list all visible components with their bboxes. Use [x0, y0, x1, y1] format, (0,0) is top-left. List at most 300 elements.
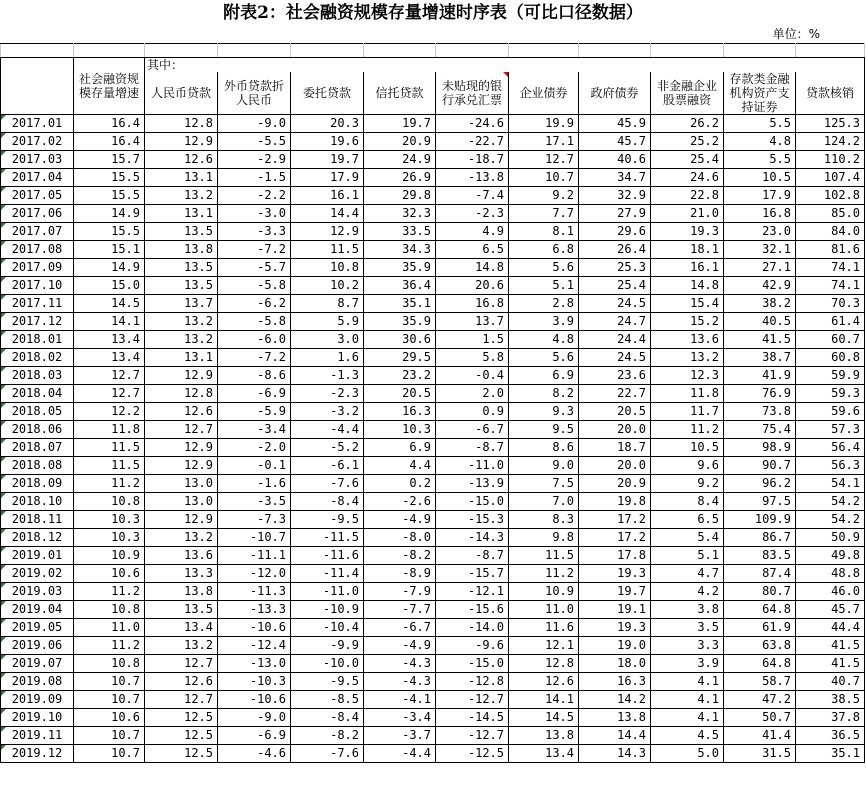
value-cell[interactable]: 8.7	[291, 295, 364, 313]
value-cell[interactable]: 41.5	[796, 655, 865, 673]
value-cell[interactable]: 14.2	[579, 691, 651, 709]
value-cell[interactable]: 41.5	[796, 637, 865, 655]
value-cell[interactable]: 0.9	[436, 403, 509, 421]
value-cell[interactable]: 64.8	[724, 601, 796, 619]
value-cell[interactable]: 13.3	[145, 565, 218, 583]
value-cell[interactable]: 64.8	[724, 655, 796, 673]
value-cell[interactable]: -10.9	[291, 601, 364, 619]
value-cell[interactable]: 21.0	[651, 205, 724, 223]
value-cell[interactable]: 6.8	[509, 241, 579, 259]
value-cell[interactable]: 13.6	[145, 547, 218, 565]
value-cell[interactable]: 3.9	[509, 313, 579, 331]
value-cell[interactable]: -11.0	[436, 457, 509, 475]
value-cell[interactable]: 36.5	[796, 727, 865, 745]
value-cell[interactable]: -4.6	[218, 745, 291, 763]
value-cell[interactable]: 13.1	[145, 205, 218, 223]
value-cell[interactable]: -10.3	[218, 673, 291, 691]
value-cell[interactable]: 9.2	[509, 187, 579, 205]
value-cell[interactable]: -8.2	[291, 727, 364, 745]
value-cell[interactable]: 32.3	[364, 205, 436, 223]
value-cell[interactable]: 23.0	[724, 223, 796, 241]
value-cell[interactable]: -3.0	[218, 205, 291, 223]
value-cell[interactable]: 56.3	[796, 457, 865, 475]
empty-cell[interactable]	[436, 44, 509, 58]
value-cell[interactable]: -7.3	[218, 511, 291, 529]
value-cell[interactable]: 13.0	[145, 475, 218, 493]
value-cell[interactable]: -24.6	[436, 115, 509, 133]
column-header-asset-backed-securities[interactable]: 存款类金融机构资产支持证券	[724, 72, 796, 115]
value-cell[interactable]: 32.9	[579, 187, 651, 205]
value-cell[interactable]: 6.5	[651, 511, 724, 529]
value-cell[interactable]: 41.9	[724, 367, 796, 385]
value-cell[interactable]: 59.6	[796, 403, 865, 421]
value-cell[interactable]: -15.0	[436, 655, 509, 673]
value-cell[interactable]: -8.0	[364, 529, 436, 547]
value-cell[interactable]: 3.5	[651, 619, 724, 637]
date-cell[interactable]: 2019.12	[1, 745, 74, 763]
column-header-rmb-loans[interactable]: 人民币贷款	[145, 72, 218, 115]
value-cell[interactable]: -13.8	[436, 169, 509, 187]
value-cell[interactable]: 10.8	[291, 259, 364, 277]
value-cell[interactable]: 74.1	[796, 277, 865, 295]
value-cell[interactable]: 25.4	[579, 277, 651, 295]
value-cell[interactable]: -12.4	[218, 637, 291, 655]
empty-cell[interactable]	[796, 44, 865, 58]
value-cell[interactable]: 96.2	[724, 475, 796, 493]
value-cell[interactable]: -9.5	[291, 511, 364, 529]
value-cell[interactable]: 13.5	[145, 259, 218, 277]
value-cell[interactable]: 54.1	[796, 475, 865, 493]
value-cell[interactable]: 6.9	[509, 367, 579, 385]
date-cell[interactable]: 2018.04	[1, 385, 74, 403]
value-cell[interactable]: 5.1	[651, 547, 724, 565]
value-cell[interactable]: 40.7	[796, 673, 865, 691]
value-cell[interactable]: -3.7	[364, 727, 436, 745]
value-cell[interactable]: 14.9	[74, 259, 145, 277]
value-cell[interactable]: -3.5	[218, 493, 291, 511]
value-cell[interactable]: -5.8	[218, 277, 291, 295]
value-cell[interactable]: 24.7	[579, 313, 651, 331]
date-cell[interactable]: 2017.05	[1, 187, 74, 205]
value-cell[interactable]: 107.4	[796, 169, 865, 187]
value-cell[interactable]: 12.5	[145, 745, 218, 763]
value-cell[interactable]: 23.6	[579, 367, 651, 385]
value-cell[interactable]: 12.7	[145, 691, 218, 709]
value-cell[interactable]: 50.7	[724, 709, 796, 727]
value-cell[interactable]: 12.3	[651, 367, 724, 385]
value-cell[interactable]: -5.5	[218, 133, 291, 151]
value-cell[interactable]: 25.4	[651, 151, 724, 169]
value-cell[interactable]: 19.3	[579, 619, 651, 637]
value-cell[interactable]: 11.6	[509, 619, 579, 637]
value-cell[interactable]: 15.1	[74, 241, 145, 259]
value-cell[interactable]: 13.2	[145, 187, 218, 205]
value-cell[interactable]: -7.7	[364, 601, 436, 619]
value-cell[interactable]: 13.2	[145, 637, 218, 655]
value-cell[interactable]: 16.8	[724, 205, 796, 223]
value-cell[interactable]: 8.4	[651, 493, 724, 511]
date-cell[interactable]: 2018.09	[1, 475, 74, 493]
value-cell[interactable]: 12.1	[509, 637, 579, 655]
date-cell[interactable]: 2017.09	[1, 259, 74, 277]
value-cell[interactable]: 13.4	[74, 331, 145, 349]
value-cell[interactable]: 87.4	[724, 565, 796, 583]
value-cell[interactable]: 45.9	[579, 115, 651, 133]
date-cell[interactable]: 2018.12	[1, 529, 74, 547]
date-cell[interactable]: 2019.09	[1, 691, 74, 709]
value-cell[interactable]: 75.4	[724, 421, 796, 439]
value-cell[interactable]: 25.2	[651, 133, 724, 151]
value-cell[interactable]: -6.7	[364, 619, 436, 637]
value-cell[interactable]: 54.2	[796, 493, 865, 511]
value-cell[interactable]: 8.6	[509, 439, 579, 457]
value-cell[interactable]: 4.4	[364, 457, 436, 475]
value-cell[interactable]: 16.8	[436, 295, 509, 313]
value-cell[interactable]: 59.3	[796, 385, 865, 403]
value-cell[interactable]: 11.0	[74, 619, 145, 637]
value-cell[interactable]: 14.3	[579, 745, 651, 763]
value-cell[interactable]: 27.1	[724, 259, 796, 277]
value-cell[interactable]: 24.4	[579, 331, 651, 349]
value-cell[interactable]: 110.2	[796, 151, 865, 169]
value-cell[interactable]: 9.6	[651, 457, 724, 475]
value-cell[interactable]: 10.7	[74, 673, 145, 691]
value-cell[interactable]: -8.5	[291, 691, 364, 709]
value-cell[interactable]: 35.1	[796, 745, 865, 763]
value-cell[interactable]: 12.7	[145, 655, 218, 673]
empty-cell[interactable]	[1, 44, 74, 58]
empty-cell[interactable]	[651, 44, 724, 58]
value-cell[interactable]: 1.5	[436, 331, 509, 349]
empty-cell[interactable]	[145, 44, 218, 58]
value-cell[interactable]: 10.3	[364, 421, 436, 439]
value-cell[interactable]: 13.4	[74, 349, 145, 367]
value-cell[interactable]: 12.2	[74, 403, 145, 421]
value-cell[interactable]: 13.8	[509, 727, 579, 745]
value-cell[interactable]: 73.8	[724, 403, 796, 421]
date-cell[interactable]: 2019.08	[1, 673, 74, 691]
value-cell[interactable]: 13.4	[509, 745, 579, 763]
value-cell[interactable]: 13.8	[579, 709, 651, 727]
empty-cell[interactable]	[724, 44, 796, 58]
value-cell[interactable]: -3.2	[291, 403, 364, 421]
value-cell[interactable]: 125.3	[796, 115, 865, 133]
value-cell[interactable]: -13.9	[436, 475, 509, 493]
value-cell[interactable]: -22.7	[436, 133, 509, 151]
date-cell[interactable]: 2018.11	[1, 511, 74, 529]
value-cell[interactable]: 41.5	[724, 331, 796, 349]
value-cell[interactable]: 13.5	[145, 223, 218, 241]
value-cell[interactable]: -8.4	[291, 493, 364, 511]
value-cell[interactable]: 4.5	[651, 727, 724, 745]
value-cell[interactable]: 2.8	[509, 295, 579, 313]
value-cell[interactable]: 15.2	[651, 313, 724, 331]
value-cell[interactable]: -10.6	[218, 619, 291, 637]
value-cell[interactable]: 32.1	[724, 241, 796, 259]
value-cell[interactable]: 98.9	[724, 439, 796, 457]
value-cell[interactable]: 54.2	[796, 511, 865, 529]
value-cell[interactable]: 15.0	[74, 277, 145, 295]
value-cell[interactable]: -4.4	[291, 421, 364, 439]
value-cell[interactable]: 9.5	[509, 421, 579, 439]
value-cell[interactable]: 19.3	[579, 565, 651, 583]
value-cell[interactable]: -7.9	[364, 583, 436, 601]
value-cell[interactable]: -11.6	[291, 547, 364, 565]
value-cell[interactable]: 12.5	[145, 709, 218, 727]
value-cell[interactable]: 14.4	[579, 727, 651, 745]
date-cell[interactable]: 2017.08	[1, 241, 74, 259]
value-cell[interactable]: 60.7	[796, 331, 865, 349]
value-cell[interactable]: 5.6	[509, 349, 579, 367]
value-cell[interactable]: 60.8	[796, 349, 865, 367]
value-cell[interactable]: -4.3	[364, 673, 436, 691]
value-cell[interactable]: -14.3	[436, 529, 509, 547]
value-cell[interactable]: -10.4	[291, 619, 364, 637]
date-cell[interactable]: 2019.11	[1, 727, 74, 745]
value-cell[interactable]: -9.9	[291, 637, 364, 655]
value-cell[interactable]: 50.9	[796, 529, 865, 547]
value-cell[interactable]: 12.7	[509, 151, 579, 169]
value-cell[interactable]: 12.8	[145, 385, 218, 403]
value-cell[interactable]: 49.8	[796, 547, 865, 565]
value-cell[interactable]: 12.6	[145, 673, 218, 691]
value-cell[interactable]: 13.7	[436, 313, 509, 331]
value-cell[interactable]: 10.3	[74, 529, 145, 547]
value-cell[interactable]: 19.1	[579, 601, 651, 619]
value-cell[interactable]: -10.0	[291, 655, 364, 673]
value-cell[interactable]: -6.9	[218, 385, 291, 403]
value-cell[interactable]: 7.7	[509, 205, 579, 223]
date-cell[interactable]: 2017.06	[1, 205, 74, 223]
value-cell[interactable]: 29.5	[364, 349, 436, 367]
value-cell[interactable]: -3.4	[218, 421, 291, 439]
value-cell[interactable]: 0.2	[364, 475, 436, 493]
value-cell[interactable]: 46.0	[796, 583, 865, 601]
empty-cell[interactable]	[509, 44, 579, 58]
value-cell[interactable]: 11.2	[651, 421, 724, 439]
value-cell[interactable]: -9.0	[218, 709, 291, 727]
value-cell[interactable]: 10.3	[74, 511, 145, 529]
date-cell[interactable]: 2019.07	[1, 655, 74, 673]
value-cell[interactable]: 37.8	[796, 709, 865, 727]
value-cell[interactable]: 30.6	[364, 331, 436, 349]
value-cell[interactable]: 12.8	[145, 115, 218, 133]
empty-cell[interactable]	[218, 44, 291, 58]
value-cell[interactable]: 3.3	[651, 637, 724, 655]
value-cell[interactable]: -11.5	[291, 529, 364, 547]
value-cell[interactable]: 12.6	[145, 151, 218, 169]
value-cell[interactable]: 9.8	[509, 529, 579, 547]
value-cell[interactable]: -5.2	[291, 439, 364, 457]
value-cell[interactable]: 102.8	[796, 187, 865, 205]
value-cell[interactable]: 20.9	[364, 133, 436, 151]
value-cell[interactable]: 10.9	[74, 547, 145, 565]
value-cell[interactable]: 57.3	[796, 421, 865, 439]
value-cell[interactable]: 84.0	[796, 223, 865, 241]
value-cell[interactable]: -6.2	[218, 295, 291, 313]
value-cell[interactable]: 20.6	[436, 277, 509, 295]
value-cell[interactable]: 4.7	[651, 565, 724, 583]
column-header-loan-write-offs[interactable]: 贷款核销	[796, 72, 865, 115]
value-cell[interactable]: 19.9	[509, 115, 579, 133]
value-cell[interactable]: 14.5	[509, 709, 579, 727]
value-cell[interactable]: -12.5	[436, 745, 509, 763]
value-cell[interactable]: 2.0	[436, 385, 509, 403]
value-cell[interactable]: -4.1	[364, 691, 436, 709]
value-cell[interactable]: 38.7	[724, 349, 796, 367]
value-cell[interactable]: 9.0	[509, 457, 579, 475]
value-cell[interactable]: -5.9	[218, 403, 291, 421]
value-cell[interactable]: 76.9	[724, 385, 796, 403]
value-cell[interactable]: 3.9	[651, 655, 724, 673]
value-cell[interactable]: 34.7	[579, 169, 651, 187]
value-cell[interactable]: 13.0	[145, 493, 218, 511]
value-cell[interactable]: 17.9	[724, 187, 796, 205]
value-cell[interactable]: -6.9	[218, 727, 291, 745]
value-cell[interactable]: 3.0	[291, 331, 364, 349]
value-cell[interactable]: 5.6	[509, 259, 579, 277]
date-cell[interactable]: 2017.12	[1, 313, 74, 331]
value-cell[interactable]: 4.9	[436, 223, 509, 241]
value-cell[interactable]: -7.6	[291, 475, 364, 493]
value-cell[interactable]: 86.7	[724, 529, 796, 547]
value-cell[interactable]: 5.5	[724, 115, 796, 133]
value-cell[interactable]: -15.6	[436, 601, 509, 619]
value-cell[interactable]: 35.1	[364, 295, 436, 313]
value-cell[interactable]: 4.1	[651, 691, 724, 709]
value-cell[interactable]: 11.2	[74, 475, 145, 493]
value-cell[interactable]: 10.7	[74, 745, 145, 763]
date-cell[interactable]: 2017.07	[1, 223, 74, 241]
value-cell[interactable]: 19.8	[579, 493, 651, 511]
value-cell[interactable]: 13.6	[651, 331, 724, 349]
value-cell[interactable]: 81.6	[796, 241, 865, 259]
value-cell[interactable]: 31.5	[724, 745, 796, 763]
value-cell[interactable]: 83.5	[724, 547, 796, 565]
value-cell[interactable]: 47.2	[724, 691, 796, 709]
value-cell[interactable]: 17.2	[579, 511, 651, 529]
value-cell[interactable]: 14.8	[651, 277, 724, 295]
column-header-undiscounted-bankers-acceptances[interactable]: 未贴现的银行承兑汇票	[436, 72, 509, 115]
value-cell[interactable]: -12.7	[436, 727, 509, 745]
value-cell[interactable]: 15.7	[74, 151, 145, 169]
value-cell[interactable]: 27.9	[579, 205, 651, 223]
value-cell[interactable]: 109.9	[724, 511, 796, 529]
value-cell[interactable]: 19.3	[651, 223, 724, 241]
value-cell[interactable]: -2.2	[218, 187, 291, 205]
value-cell[interactable]: -15.7	[436, 565, 509, 583]
value-cell[interactable]: 12.8	[509, 655, 579, 673]
value-cell[interactable]: 11.5	[74, 439, 145, 457]
value-cell[interactable]: -18.7	[436, 151, 509, 169]
value-cell[interactable]: 12.6	[145, 403, 218, 421]
value-cell[interactable]: 13.1	[145, 349, 218, 367]
value-cell[interactable]: 124.2	[796, 133, 865, 151]
value-cell[interactable]: -10.7	[218, 529, 291, 547]
value-cell[interactable]: -4.9	[364, 511, 436, 529]
value-cell[interactable]: 10.6	[74, 565, 145, 583]
value-cell[interactable]: -9.6	[436, 637, 509, 655]
value-cell[interactable]: 5.4	[651, 529, 724, 547]
value-cell[interactable]: 19.0	[579, 637, 651, 655]
value-cell[interactable]: 10.7	[74, 727, 145, 745]
value-cell[interactable]: 10.5	[651, 439, 724, 457]
value-cell[interactable]: -7.2	[218, 241, 291, 259]
value-cell[interactable]: 4.8	[724, 133, 796, 151]
value-cell[interactable]: 18.0	[579, 655, 651, 673]
value-cell[interactable]: 15.4	[651, 295, 724, 313]
value-cell[interactable]: -5.7	[218, 259, 291, 277]
value-cell[interactable]: -2.3	[436, 205, 509, 223]
value-cell[interactable]: 14.1	[74, 313, 145, 331]
value-cell[interactable]: 8.3	[509, 511, 579, 529]
value-cell[interactable]: 12.9	[145, 511, 218, 529]
value-cell[interactable]: 19.7	[364, 115, 436, 133]
value-cell[interactable]: 58.7	[724, 673, 796, 691]
column-header-equity-financing[interactable]: 非金融企业股票融资	[651, 72, 724, 115]
date-cell[interactable]: 2018.05	[1, 403, 74, 421]
value-cell[interactable]: 23.2	[364, 367, 436, 385]
value-cell[interactable]: 11.5	[291, 241, 364, 259]
value-cell[interactable]: 24.5	[579, 349, 651, 367]
value-cell[interactable]: -11.1	[218, 547, 291, 565]
value-cell[interactable]: 24.9	[364, 151, 436, 169]
value-cell[interactable]: 40.6	[579, 151, 651, 169]
value-cell[interactable]: 11.2	[509, 565, 579, 583]
date-cell[interactable]: 2017.10	[1, 277, 74, 295]
value-cell[interactable]: 17.8	[579, 547, 651, 565]
value-cell[interactable]: -7.4	[436, 187, 509, 205]
subheader-of-which[interactable]: 其中：	[145, 58, 865, 73]
value-cell[interactable]: 19.7	[291, 151, 364, 169]
value-cell[interactable]: 12.5	[145, 727, 218, 745]
column-header-government-bonds[interactable]: 政府债券	[579, 72, 651, 115]
date-cell[interactable]: 2019.04	[1, 601, 74, 619]
value-cell[interactable]: -6.1	[291, 457, 364, 475]
value-cell[interactable]: 11.0	[509, 601, 579, 619]
value-cell[interactable]: -12.0	[218, 565, 291, 583]
value-cell[interactable]: 16.3	[579, 673, 651, 691]
value-cell[interactable]: 45.7	[796, 601, 865, 619]
value-cell[interactable]: 11.5	[509, 547, 579, 565]
date-cell[interactable]: 2019.03	[1, 583, 74, 601]
date-cell[interactable]: 2018.08	[1, 457, 74, 475]
date-cell[interactable]: 2018.03	[1, 367, 74, 385]
value-cell[interactable]: 26.9	[364, 169, 436, 187]
value-cell[interactable]: -14.5	[436, 709, 509, 727]
value-cell[interactable]: 11.5	[74, 457, 145, 475]
value-cell[interactable]: 42.9	[724, 277, 796, 295]
value-cell[interactable]: 44.4	[796, 619, 865, 637]
value-cell[interactable]: 18.7	[579, 439, 651, 457]
value-cell[interactable]: 34.3	[364, 241, 436, 259]
value-cell[interactable]: -6.0	[218, 331, 291, 349]
value-cell[interactable]: 61.4	[796, 313, 865, 331]
value-cell[interactable]: 7.5	[509, 475, 579, 493]
value-cell[interactable]: -3.4	[364, 709, 436, 727]
value-cell[interactable]: 1.6	[291, 349, 364, 367]
value-cell[interactable]: 22.8	[651, 187, 724, 205]
value-cell[interactable]: -1.6	[218, 475, 291, 493]
value-cell[interactable]: 13.8	[145, 583, 218, 601]
value-cell[interactable]: -13.0	[218, 655, 291, 673]
value-cell[interactable]: 9.3	[509, 403, 579, 421]
value-cell[interactable]: -11.4	[291, 565, 364, 583]
value-cell[interactable]: -13.3	[218, 601, 291, 619]
value-cell[interactable]: 36.4	[364, 277, 436, 295]
date-cell[interactable]: 2017.11	[1, 295, 74, 313]
value-cell[interactable]: 7.0	[509, 493, 579, 511]
